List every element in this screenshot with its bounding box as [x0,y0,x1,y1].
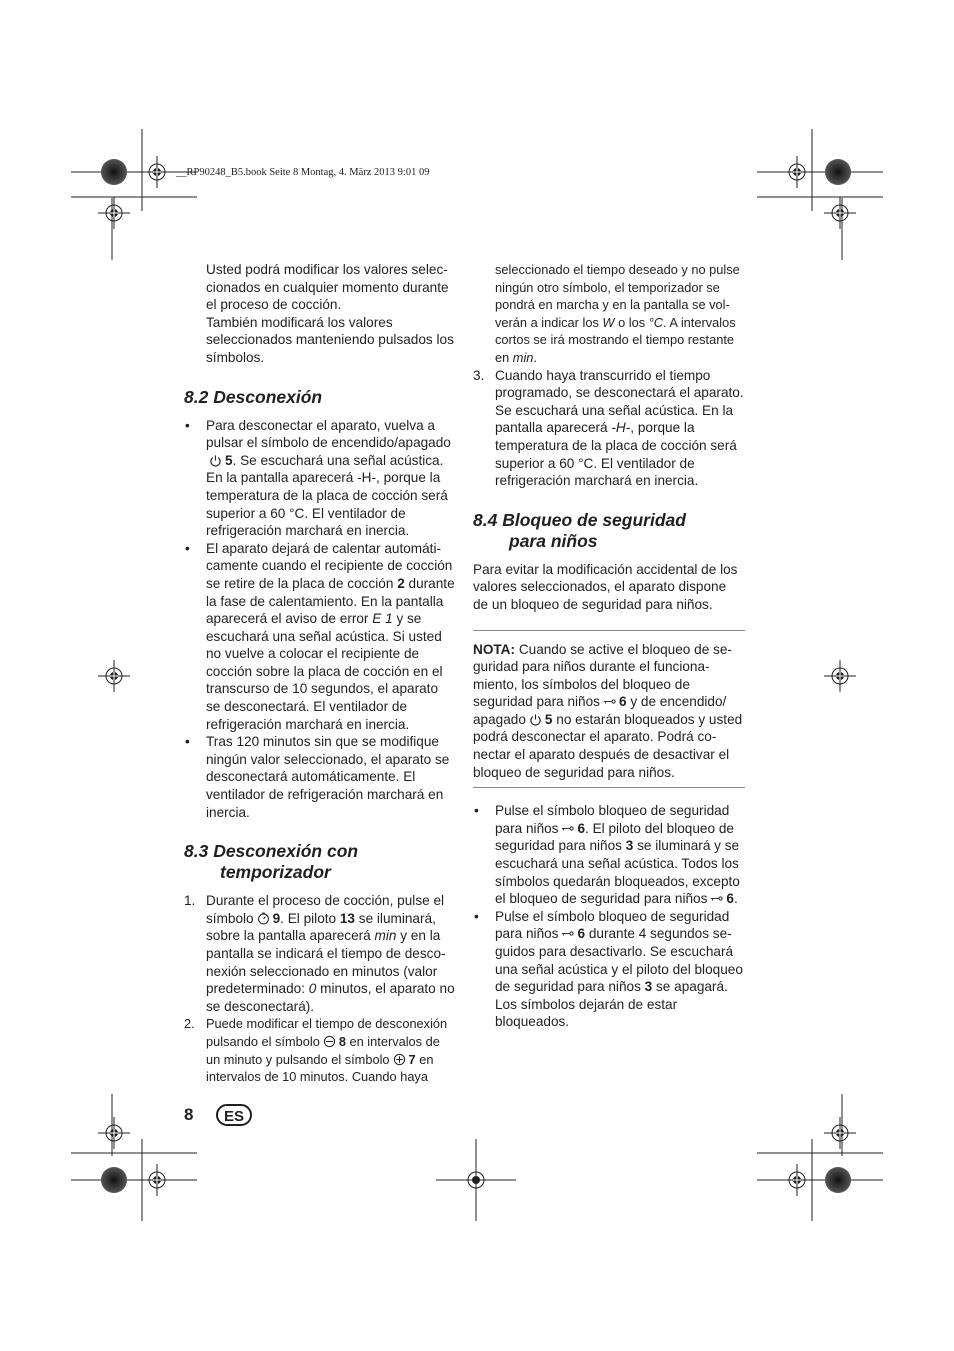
key-lock-icon [603,695,616,708]
star-target-tl [101,159,127,185]
section-8-4-title: 8.4 Bloqueo de seguridad para niños [473,509,686,551]
key-lock-icon [710,892,723,905]
left-column [184,261,456,1086]
list-item: • Pulse el símbolo bloqueo de seguridad para niños 6. El piloto del bloqueo de seguridad para niños 3 se iluminará y se escuchará una señal acústica. Todos los símbolos quedarán bloqueados, excepto el bloqueo de seguridad para niños 6. [473,802,745,908]
section-8-4-intro: Para evitar la modificación accidental de los valores seleccionados, el aparato dispone de un bloqueo de seguridad para niños. [473,561,738,612]
page-number: 8 [184,1105,194,1124]
intro-paragraph-1: Usted podrá modificar los valores seleccionados en cualquier momento durante el proceso de cocción. [206,262,449,313]
star-target-br [825,1167,851,1193]
language-badge: ES [216,1104,252,1126]
star-target-tr [825,159,851,185]
right-column [473,261,745,1031]
section-8-4-list [473,802,745,1031]
note-bottom-rule [473,787,745,788]
list-item: • Tras 120 minutos sin que se modifique ningún valor seleccionado, el aparato se desconectará automáticamente. El ventilador de refrigeración marchará en inercia. [184,733,456,821]
minus-icon [323,1035,336,1048]
power-icon [529,713,542,726]
list-item: • Para desconectar el aparato, vuelva a pulsar el símbolo de encendido/apagado5. Se escuchará una señal acústica. En la pantalla aparecerá -H-, porque la temperatura de la placa de cocción será superior a 60 °C. El ventilador de refrigeración marchará en inercia. [184,417,456,540]
key-lock-icon [561,822,574,835]
section-8-2-list [184,417,456,822]
list-item: 1. Durante el proceso de cocción, pulse el símbolo 9. El piloto 13 se iluminará, sobre la pantalla aparecerá min y en la pantalla se indicará el tiempo de desconexión seleccionado en minutos (valor predeterminado: 0 minutos, el aparato no se desconectará). [184,893,455,1014]
section-8-3-title: 8.3 Desconexión con temporizador [184,841,359,883]
timer-icon [257,912,270,925]
section-8-3-list [184,892,456,1086]
star-target-bl [101,1167,127,1193]
continued-paragraph: seleccionado el tiempo deseado y no pulse ningún otro símbolo, el temporizador se pondrá en marcha y en la pantalla se volverán a indicar los W o los °C. A intervalos cortos se irá mostrando el tiempo restante en min. [495,262,740,365]
section-8-2-title: 8.2 Desconexión [184,386,323,407]
note-text: NOTA: Cuando se active el bloqueo de seguridad para niños durante el funcionamiento, los símbolos del bloqueo de seguridad para niños 6 y de encendido/ apagado 5 no estarán bloqueados y usted podrá desconectar el aparato. Podrá conectar el aparato después de desactivar el bloqueo de seguridad para niños. [473,641,743,780]
section-8-3-list-cont [473,367,745,490]
list-item: • Pulse el símbolo bloqueo de seguridad para niños 6 durante 4 segundos seguidos para desactivarlo. Se escuchará una señal acústica y el piloto del bloqueo de seguridad para niños 3 se apagará. Los símbolos dejarán de estar bloqueados. [473,908,745,1031]
list-item: • El aparato dejará de calentar automáticamente cuando el recipiente de cocción se retire de la placa de cocción 2 durante la fase de calentamiento. En la pantalla aparecerá el aviso de error E 1 y se escuchará una señal acústica. Si usted no vuelve a colocar el recipiente de cocción sobre la placa de cocción en el transcurso de 10 segundos, el aparato se desconectará. El ventilador de refrigeración marchará en inercia. [184,540,456,734]
list-item: 3. Cuando haya transcurrido el tiempo programado, se desconectará el aparato. Se escuchará una señal acústica. En la pantalla aparecerá -H-, porque la temperatura de la placa de cocción será superior a 60 °C. El ventilador de refrigeración marchará en inercia. [473,367,744,489]
print-file-header: __RP90248_B5.book Seite 8 Montag, 4. März 2013 9:01 09 [176,167,430,178]
key-lock-icon [561,927,574,940]
plus-icon [393,1053,406,1066]
list-item: 2. Puede modificar el tiempo de desconexión pulsando el símbolo 8 en intervalos de un minuto y pulsando el símbolo 7 en intervalos de 10 minutos. Cuando haya [184,1016,448,1085]
intro-paragraph-2: También modificará los valores seleccionados manteniendo pulsados los símbolos. [206,314,454,365]
note-box [473,630,745,788]
power-icon [209,454,222,467]
